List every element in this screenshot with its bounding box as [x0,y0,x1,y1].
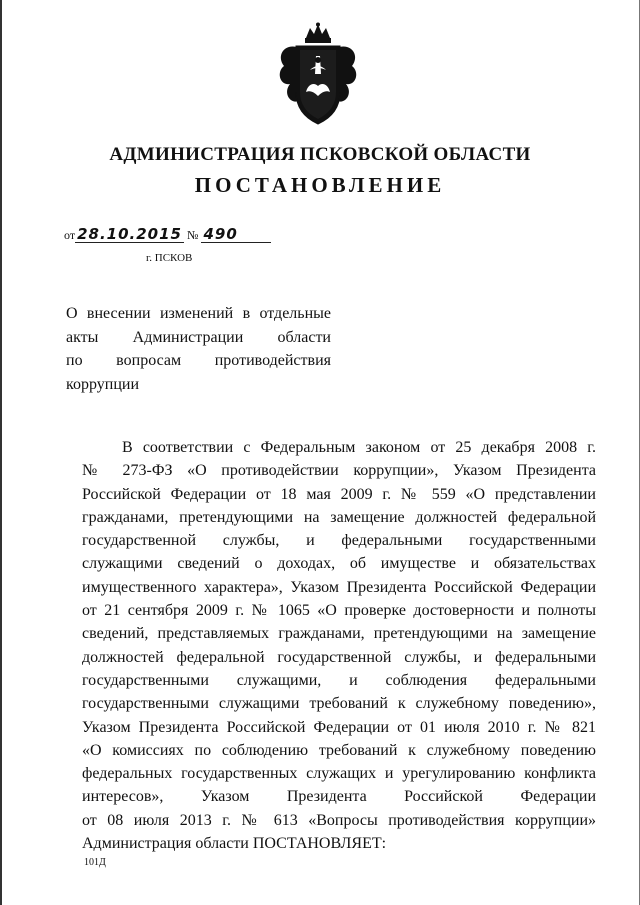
registration-line [64,226,271,243]
subject-line: акты Администрации области [66,328,331,346]
document-body [82,436,596,855]
body-line: Российской Федерации от 18 мая 2009 г. № 559 «О представлении [82,485,596,503]
body-line: гражданами, претендующими на замещение должностей федеральной [82,508,596,526]
organization-name: АДМИНИСТРАЦИЯ ПСКОВСКОЙ ОБЛАСТИ [109,144,531,165]
body-line: от 21 сентября 2009 г. № 1065 «О проверке достоверности и полноты [82,602,596,620]
form-code: 101Д [84,857,106,868]
body-line: должностей федеральной государственной службы, и федеральными [82,648,596,666]
city-label: г. ПСКОВ [146,252,193,264]
body-line: сведений, представляемых гражданами, претендующими на замещение [82,625,596,643]
body-line: Указом Президента Российской Федерации от 01 июля 2010 г. № 821 [82,718,596,736]
pskov-coat-of-arms-icon [270,22,366,132]
scan-edge-left [0,0,2,905]
body-line: № 273-ФЗ «О противодействии коррупции», Указом Президента [82,462,596,480]
body-line: интересов», Указом Президента Российской Федерации [82,788,596,806]
body-line: от 08 июля 2013 г. № 613 «Вопросы противодействия коррупции» [82,811,596,829]
document-type-title: ПОСТАНОВЛЕНИЕ [194,173,446,197]
body-line: федеральных государственных служащих и урегулированию конфликта [82,765,596,783]
body-line: государственными служащими требований к служебному поведению», [82,695,596,713]
number-label: № [187,228,199,242]
body-line: «О комиссиях по соблюдению требований к служебному поведению [82,741,596,759]
subject-line: коррупции [66,375,139,393]
body-line: Администрация области ПОСТАНОВЛЯЕТ: [82,835,387,853]
date-label: от [64,228,76,242]
subject-line: по вопросам противодействия [66,352,331,369]
body-line: государственными служащими, и соблюдения федеральными [82,671,596,689]
handwritten-date: 28.10.2015 [77,225,182,243]
handwritten-number: 490 [201,226,271,243]
body-line: В соответствии с Федеральным законом от 25 декабря 2008 г. [122,439,596,456]
subject-line: О внесении изменений в отдельные [66,305,331,322]
body-line: имущественного характера», Указом Президента Российской Федерации [82,578,596,596]
document-subject [66,302,331,396]
body-line: государственной службы, и федеральными государственными [82,532,596,550]
body-line: служащими сведений о доходах, об имуществе и обязательствах [82,555,596,573]
